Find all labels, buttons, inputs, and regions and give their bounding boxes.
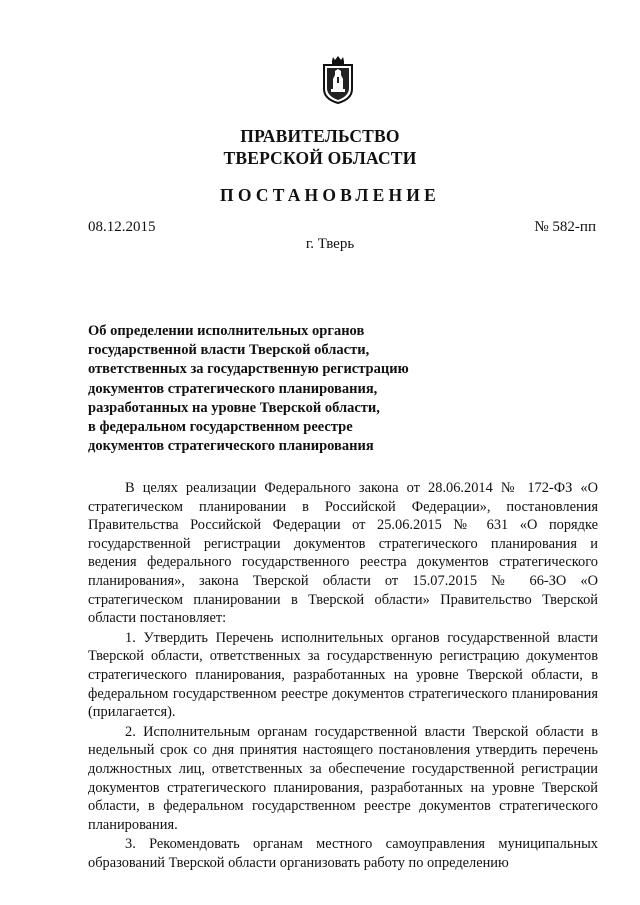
subject-line: документов стратегического планирования bbox=[88, 438, 374, 455]
subject-line: Об определении исполнительных органов bbox=[88, 323, 365, 339]
subject-line: государственной власти Тверской области, bbox=[88, 342, 370, 359]
subject-line: ответственных за государственную регистрацию bbox=[88, 361, 409, 378]
government-title-line2: ТВЕРСКОЙ ОБЛАСТИ bbox=[223, 148, 417, 168]
document-city: г. Тверь bbox=[305, 236, 355, 252]
subject-line: в федеральном государственном реестре bbox=[88, 419, 353, 436]
document-body bbox=[88, 479, 598, 872]
subject-line: документов стратегического планирования, bbox=[88, 380, 378, 397]
government-title-line1: ПРАВИТЕЛЬСТВО bbox=[240, 126, 400, 146]
document-date: 08.12.2015 bbox=[88, 219, 156, 235]
clause-1-paragraph: 1. Утвердить Перечень исполнительных органов государственной власти Тверской области, ответственных за государственную регистрацию документов стратегического планирования, разработанных на уровне Тверской области, в федеральном государственном реестре документов стратегического планирования (прилагается). bbox=[88, 629, 598, 721]
preamble-paragraph: В целях реализации Федерального закона от 28.06.2014 № 172-ФЗ «О стратегическом планировании в Российской Федерации», постановления Правительства Российской Федерации от 25.06.2015 № 631 «О порядке государственной регистрации документов стратегического планирования и ведения федерального государственного реестра документов стратегического планирования», закона Тверской области от 15.07.2015 № 66-ЗО «О стратегическом планировании в Тверской области» Правительство Тверской области постановляет: bbox=[88, 480, 598, 627]
government-title bbox=[0, 125, 640, 169]
clause-3-paragraph: 3. Рекомендовать органам местного самоуправления муниципальных образований Тверской области организовать работу по определению bbox=[88, 836, 598, 871]
tver-coat-of-arms-icon bbox=[322, 55, 354, 105]
document-type: ПОСТАНОВЛЕНИЕ bbox=[220, 185, 440, 205]
document-number: № 582-пп bbox=[534, 219, 596, 235]
document-subject bbox=[88, 322, 448, 456]
subject-line: разработанных на уровне Тверской области, bbox=[88, 399, 380, 416]
clause-2-paragraph: 2. Исполнительным органам государственной власти Тверской области в недельный срок со дня принятия настоящего постановления утвердить перечень должностных лиц, ответственных за обеспечение государственной регистрации документов стратегического планирования, разработанных на уровне Тверской области, в федеральном государственном реестре документов стратегического планирования. bbox=[88, 723, 598, 833]
